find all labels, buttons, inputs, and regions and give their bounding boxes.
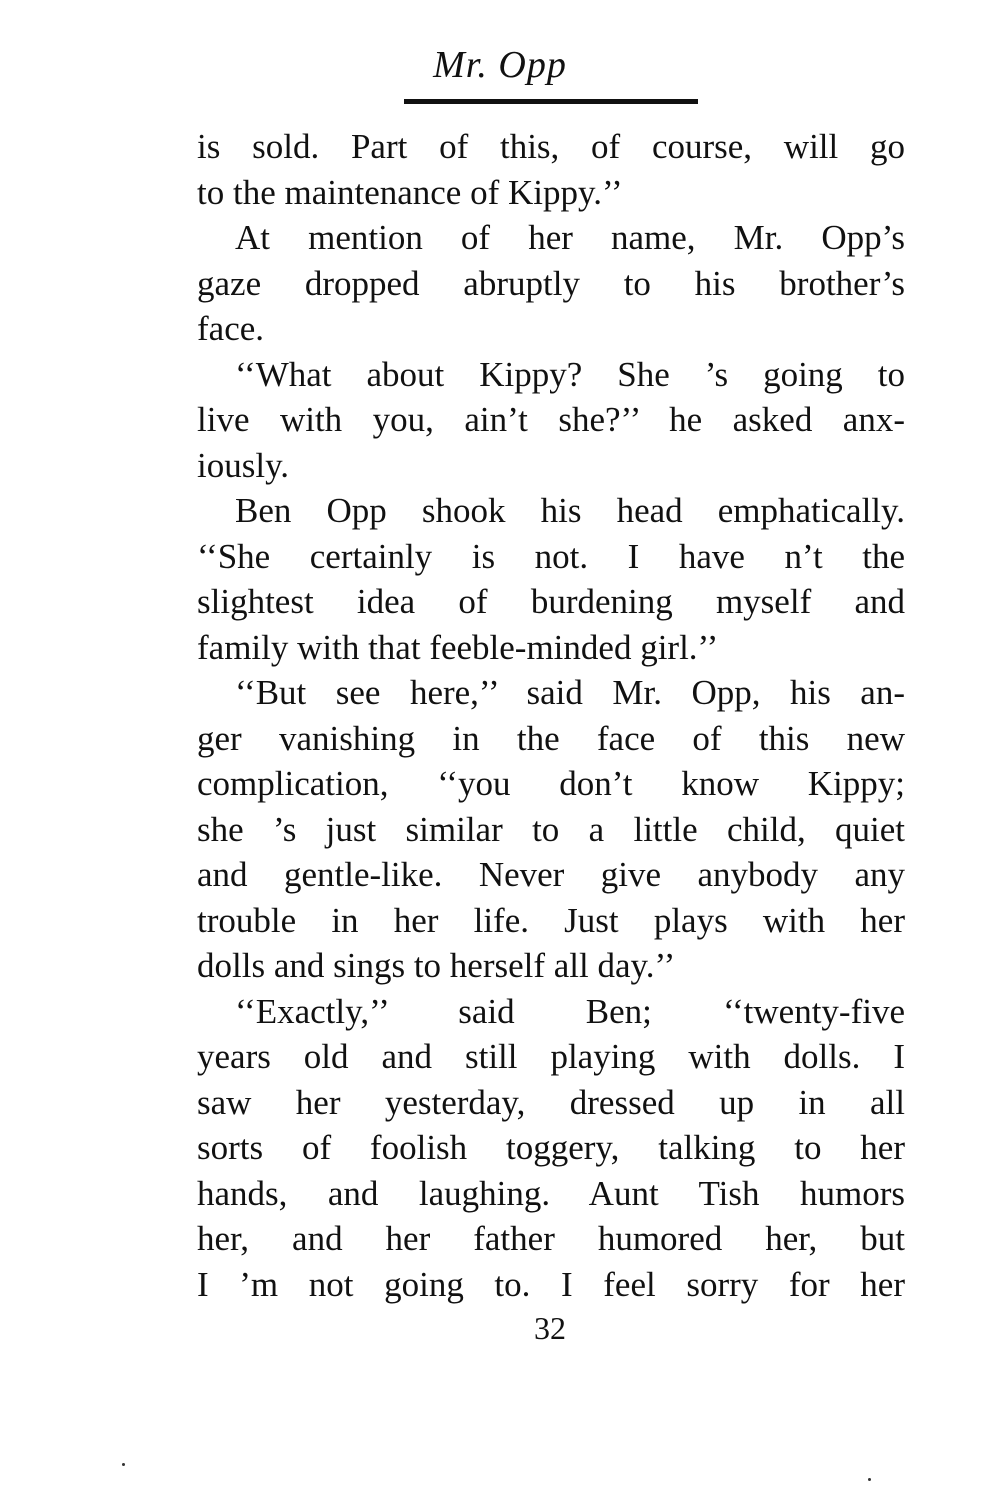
text-line: is sold. Part of this, of course, will go [197, 127, 905, 166]
text-line: family with that feeble-minded girl.’’ [197, 627, 719, 667]
running-head: Mr. Opp [433, 44, 567, 86]
text-line: dolls and sings to herself all day.’’ [197, 946, 676, 985]
text-line: slightest idea of burdening myself and [197, 582, 905, 621]
text-line: she ’s just similar to a little child, quiet [197, 809, 905, 849]
text-line: hands, and laughing. Aunt Tish humors [197, 1173, 905, 1213]
text-line: gaze dropped abruptly to his brother’s [197, 263, 905, 303]
text-line: I ’m not going to. I feel sorry for her [197, 1264, 905, 1304]
text-line: ‘‘She certainly is not. I have n’t the [197, 536, 905, 576]
text-line: years old and still playing with dolls. I [197, 1037, 905, 1076]
text-line: and gentle-like. Never give anybody any [197, 855, 905, 894]
text-line: Ben Opp shook his head emphatically. [235, 491, 905, 530]
text-line: iously. [197, 445, 290, 485]
text-line: At mention of her name, Mr. Opp’s [235, 218, 905, 257]
text-line: her, and her father humored her, but [197, 1219, 905, 1258]
text-line: ‘‘But see here,’’ said Mr. Opp, his an- [235, 673, 905, 712]
text-line: saw her yesterday, dressed up in all [197, 1082, 905, 1122]
text-line: live with you, ain’t she?’’ he asked anx- [197, 400, 905, 439]
text-line: ‘‘Exactly,’’ said Ben; ‘‘twenty-five [235, 991, 905, 1031]
body-text [197, 124, 905, 1307]
page-number: 32 [534, 1310, 566, 1346]
header-rule [404, 99, 698, 104]
text-line: ‘‘What about Kippy? She ’s going to [235, 354, 905, 394]
scan-speck [122, 1463, 125, 1466]
text-line: complication, ‘‘you don’t know Kippy; [197, 764, 905, 803]
text-line: trouble in her life. Just plays with her [197, 900, 905, 940]
text-line: ger vanishing in the face of this new [197, 718, 905, 758]
scan-speck [868, 1478, 871, 1481]
text-line: to the maintenance of Kippy.’’ [197, 172, 623, 212]
text-line: face. [197, 309, 265, 348]
text-line: sorts of foolish toggery, talking to her [197, 1128, 905, 1167]
